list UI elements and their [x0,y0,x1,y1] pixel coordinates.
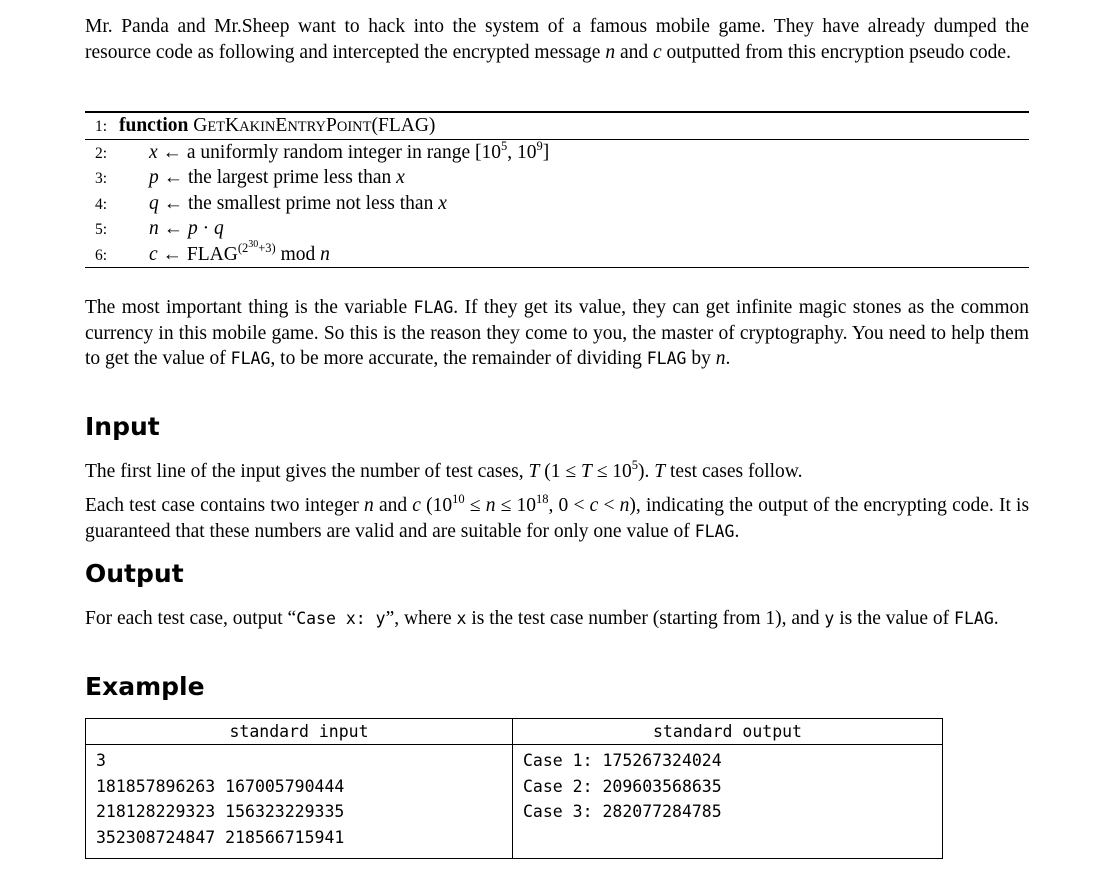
intro-paragraph [85,14,1029,65]
problem-statement [85,14,1030,847]
output-heading: Output [85,559,184,588]
sample-output-line: Case 1: 175267324024 [523,751,722,770]
output-paragraph: For each test case, output “Case x: y”, where x is the test case number (starting from 1), and y is the value of FLAG. [85,608,999,629]
input-heading: Input [85,412,160,441]
line-number: 3: [95,170,108,187]
sample-output-line: Case 2: 209603568635 [523,776,722,796]
example-heading: Example [85,672,205,701]
pseudocode-block [85,111,1029,268]
line-number: 1: [95,118,108,135]
flag-paragraph: The most important thing is the variable FLAG. If they get its value, they can get infinite magic stones as the common currency in this mobile game. So this is the reason they come to you, the master of cryptography. You need to help them to get the value of FLAG, to be more accurate, the remainder of dividing FLAG by n. [85,297,1029,369]
line-number: 6: [95,246,108,264]
algo-line-3: 3: p ← the largest prime less than x [85,165,1029,191]
function-name: GETKAKINENTRYPOINT [193,115,372,136]
line-number: 4: [95,195,108,213]
input-column-header: standard input [86,719,513,745]
algo-line-5: 5: n ← p · q [85,216,1029,242]
sample-input-line: 218128229323 156323229335 [96,802,345,821]
var-n: n [605,41,616,63]
algo-line-4: 4: q ← the smallest prime not less than x [85,191,1029,217]
line-number: 5: [95,221,108,238]
example-table [85,718,943,859]
function-keyword: function [119,115,189,136]
sample-output-line: Case 3: 282077284785 [523,802,722,821]
intro-text-end: outputted from this encryption pseudo code. [661,41,1011,63]
intro-and: and [615,41,653,63]
sample-input-line: 3 [96,751,106,770]
sample-input-line: 352308724847 218566715941 [96,827,345,847]
var-c: c [653,41,662,63]
algo-line-1 [85,113,1029,140]
input-line-2: Each test case contains two integer n and c ($10^{10} \le n \le 10^{18}$, 0 < c < n), indicating the output of the encrypting code. It is guaranteed that these numbers are valid and are suitable for only one value of FLAG. [85,492,1030,542]
intro-text: Mr. Panda and Mr.Sheep want to hack into the system of a famous mobile game. They have already dumped the resource code as following and intercepted the encrypted message [85,16,1029,63]
algo-line-6: 6: c ← $FLAG^{(2^{30}+3)}$ mod n [85,242,1029,268]
line-number: 2: [95,144,108,162]
function-param: (FLAG) [371,115,436,136]
input-line-1: The first line of the input gives the number of test cases, T $(1 \le T \le 10^5)$. T test cases follow. [85,458,803,482]
sample-input-line: 181857896263 167005790444 [96,776,345,796]
sample-input-cell [86,745,513,859]
algo-line-2: 2: x ← a uniformly random integer in range [$10^5$, $10^9$] [85,140,1029,166]
sample-output-cell [513,745,943,859]
output-column-header: standard output [513,719,943,745]
